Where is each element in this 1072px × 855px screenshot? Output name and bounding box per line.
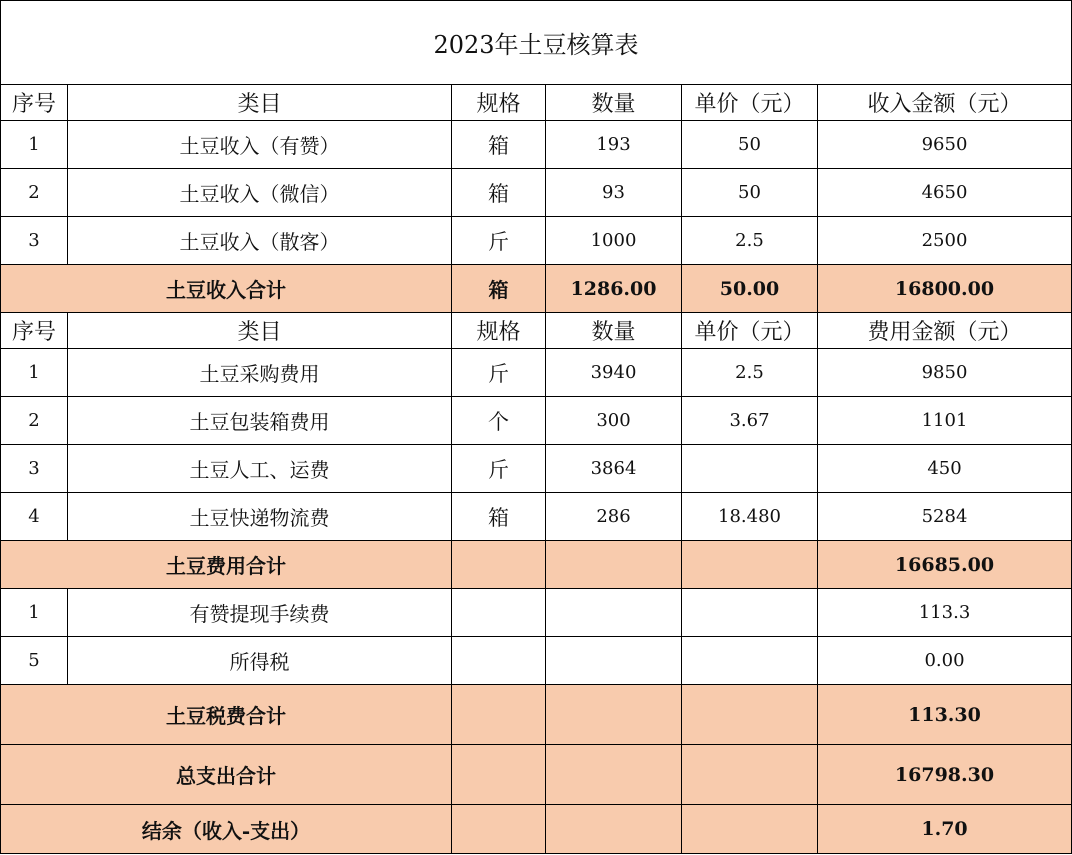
row-amount: 5284: [818, 493, 1072, 541]
empty-cell: [682, 685, 818, 745]
table-row: [1, 637, 1072, 685]
empty-cell: [452, 685, 546, 745]
row-qty: 300: [546, 397, 682, 445]
row-unit: 箱: [452, 121, 546, 169]
total-expense-row: [1, 745, 1072, 805]
row-amount: 9650: [818, 121, 1072, 169]
total-expense-amount: 16798.30: [818, 745, 1072, 805]
row-amount: 0.00: [818, 637, 1072, 685]
row-amount: 450: [818, 445, 1072, 493]
header-cell: 类目: [68, 85, 452, 121]
table-title: 2023年土豆核算表: [1, 1, 1072, 85]
table-row: [1, 349, 1072, 397]
empty-cell: [452, 745, 546, 805]
empty-cell: [682, 745, 818, 805]
header-cell: 数量: [546, 85, 682, 121]
row-amount: 4650: [818, 169, 1072, 217]
row-qty: 3864: [546, 445, 682, 493]
empty-cell: [546, 745, 682, 805]
row-no: 5: [1, 637, 68, 685]
tax-total-row: [1, 685, 1072, 745]
table-row: [1, 445, 1072, 493]
balance-row: [1, 805, 1072, 854]
table-row: [1, 169, 1072, 217]
row-item: 土豆收入（散客）: [68, 217, 452, 265]
header-cell: 类目: [68, 313, 452, 349]
income-total-unit: 箱: [452, 265, 546, 313]
income-total-qty: 1286.00: [546, 265, 682, 313]
header-cell: 序号: [1, 85, 68, 121]
empty-cell: [452, 805, 546, 854]
row-unit: 斤: [452, 445, 546, 493]
expense-total-label: 土豆费用合计: [1, 541, 452, 589]
empty-cell: [682, 805, 818, 854]
empty-cell: [452, 637, 546, 685]
header-cell: 单价（元）: [682, 313, 818, 349]
table-row: [1, 217, 1072, 265]
row-item: 有赞提现手续费: [68, 589, 452, 637]
income-total-amount: 16800.00: [818, 265, 1072, 313]
header-cell: 数量: [546, 313, 682, 349]
tax-total-label: 土豆税费合计: [1, 685, 452, 745]
row-qty: 93: [546, 169, 682, 217]
row-price: 18.480: [682, 493, 818, 541]
empty-cell: [546, 589, 682, 637]
row-price: 50: [682, 121, 818, 169]
row-no: 1: [1, 121, 68, 169]
row-qty: 193: [546, 121, 682, 169]
title-row: [1, 1, 1072, 85]
balance-label: 结余（收入-支出）: [1, 805, 452, 854]
empty-cell: [546, 637, 682, 685]
table-row: [1, 397, 1072, 445]
row-qty: 1000: [546, 217, 682, 265]
row-item: 土豆包装箱费用: [68, 397, 452, 445]
row-price: 2.5: [682, 217, 818, 265]
row-amount: 113.3: [818, 589, 1072, 637]
row-price: [682, 445, 818, 493]
empty-cell: [682, 589, 818, 637]
row-item: 土豆采购费用: [68, 349, 452, 397]
expense-total-row: [1, 541, 1072, 589]
income-total-label: 土豆收入合计: [1, 265, 452, 313]
table-row: [1, 493, 1072, 541]
row-no: 1: [1, 589, 68, 637]
row-unit: 个: [452, 397, 546, 445]
row-item: 土豆收入（微信）: [68, 169, 452, 217]
row-amount: 9850: [818, 349, 1072, 397]
expense-header-row: [1, 313, 1072, 349]
row-unit: 斤: [452, 349, 546, 397]
empty-cell: [546, 541, 682, 589]
row-item: 土豆快递物流费: [68, 493, 452, 541]
row-no: 2: [1, 169, 68, 217]
row-price: 50: [682, 169, 818, 217]
balance-amount: 1.70: [818, 805, 1072, 854]
row-no: 2: [1, 397, 68, 445]
income-header-row: [1, 85, 1072, 121]
total-expense-label: 总支出合计: [1, 745, 452, 805]
row-no: 3: [1, 217, 68, 265]
tax-total-amount: 113.30: [818, 685, 1072, 745]
empty-cell: [682, 541, 818, 589]
header-cell: 规格: [452, 313, 546, 349]
row-qty: 286: [546, 493, 682, 541]
header-cell: 收入金额（元）: [818, 85, 1072, 121]
empty-cell: [452, 541, 546, 589]
header-cell: 规格: [452, 85, 546, 121]
header-cell: 序号: [1, 313, 68, 349]
empty-cell: [682, 637, 818, 685]
empty-cell: [452, 589, 546, 637]
table-row: [1, 121, 1072, 169]
row-unit: 箱: [452, 493, 546, 541]
row-no: 3: [1, 445, 68, 493]
row-amount: 1101: [818, 397, 1072, 445]
row-item: 土豆收入（有赞）: [68, 121, 452, 169]
header-cell: 单价（元）: [682, 85, 818, 121]
header-cell: 费用金额（元）: [818, 313, 1072, 349]
row-item: 所得税: [68, 637, 452, 685]
row-amount: 2500: [818, 217, 1072, 265]
empty-cell: [546, 685, 682, 745]
row-qty: 3940: [546, 349, 682, 397]
income-total-row: [1, 265, 1072, 313]
expense-total-amount: 16685.00: [818, 541, 1072, 589]
row-price: 2.5: [682, 349, 818, 397]
row-no: 4: [1, 493, 68, 541]
row-unit: 斤: [452, 217, 546, 265]
row-item: 土豆人工、运费: [68, 445, 452, 493]
income-total-price: 50.00: [682, 265, 818, 313]
table-row: [1, 589, 1072, 637]
row-no: 1: [1, 349, 68, 397]
empty-cell: [546, 805, 682, 854]
row-price: 3.67: [682, 397, 818, 445]
row-unit: 箱: [452, 169, 546, 217]
